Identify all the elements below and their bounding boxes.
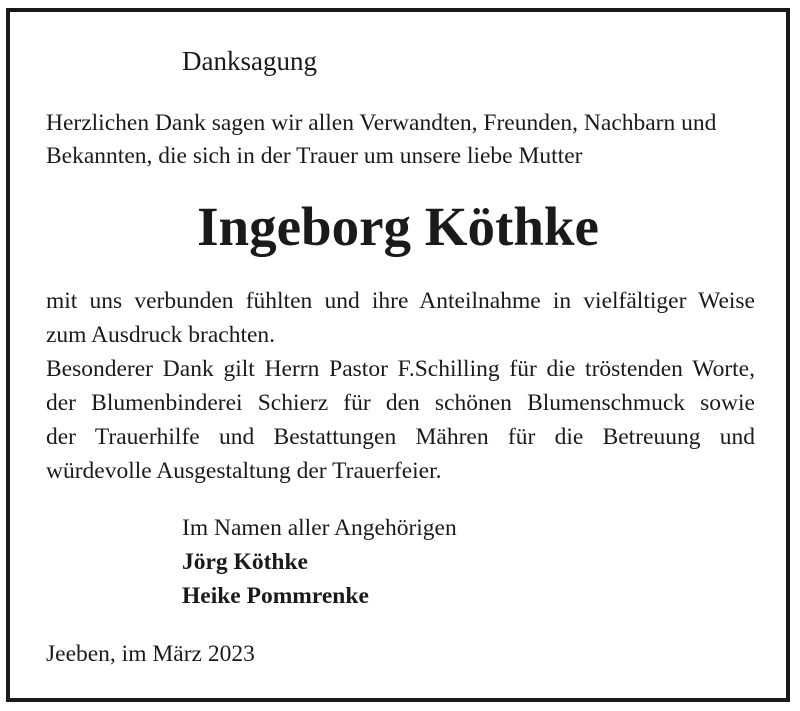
body-line: zum Ausdruck brachten. [46, 322, 276, 348]
body-line: der Trauerhilfe und Bestattungen Mähren für die Betreuung und [46, 424, 755, 450]
notice-heading: Danksagung [182, 46, 317, 76]
body-line: Besonderer Dank gilt Herrn Pastor F.Schilling für die tröstenden Worte, [46, 356, 755, 382]
signatory-name: Jörg Köthke [182, 549, 308, 575]
body-line: würdevolle Ausgestaltung der Trauerfeier. [46, 458, 442, 484]
deceased-name: Ingeborg Köthke [197, 196, 599, 257]
intro-line: Bekannten, die sich in der Trauer um unsere liebe Mutter [46, 143, 583, 169]
body-line: der Blumenbinderei Schierz für den schönen Blumenschmuck sowie [46, 390, 755, 416]
signatory-name: Heike Pommrenke [182, 583, 369, 609]
body-line: mit uns verbunden fühlten und ihre Anteilnahme in vielfältiger Weise [46, 288, 755, 314]
intro-line: Herzlichen Dank sagen wir allen Verwandten, Freunden, Nachbarn und [46, 110, 717, 136]
place-date: Jeeben, im März 2023 [46, 641, 255, 667]
signature-intro: Im Namen aller Angehörigen [182, 515, 457, 541]
obituary-notice-frame [6, 8, 790, 702]
